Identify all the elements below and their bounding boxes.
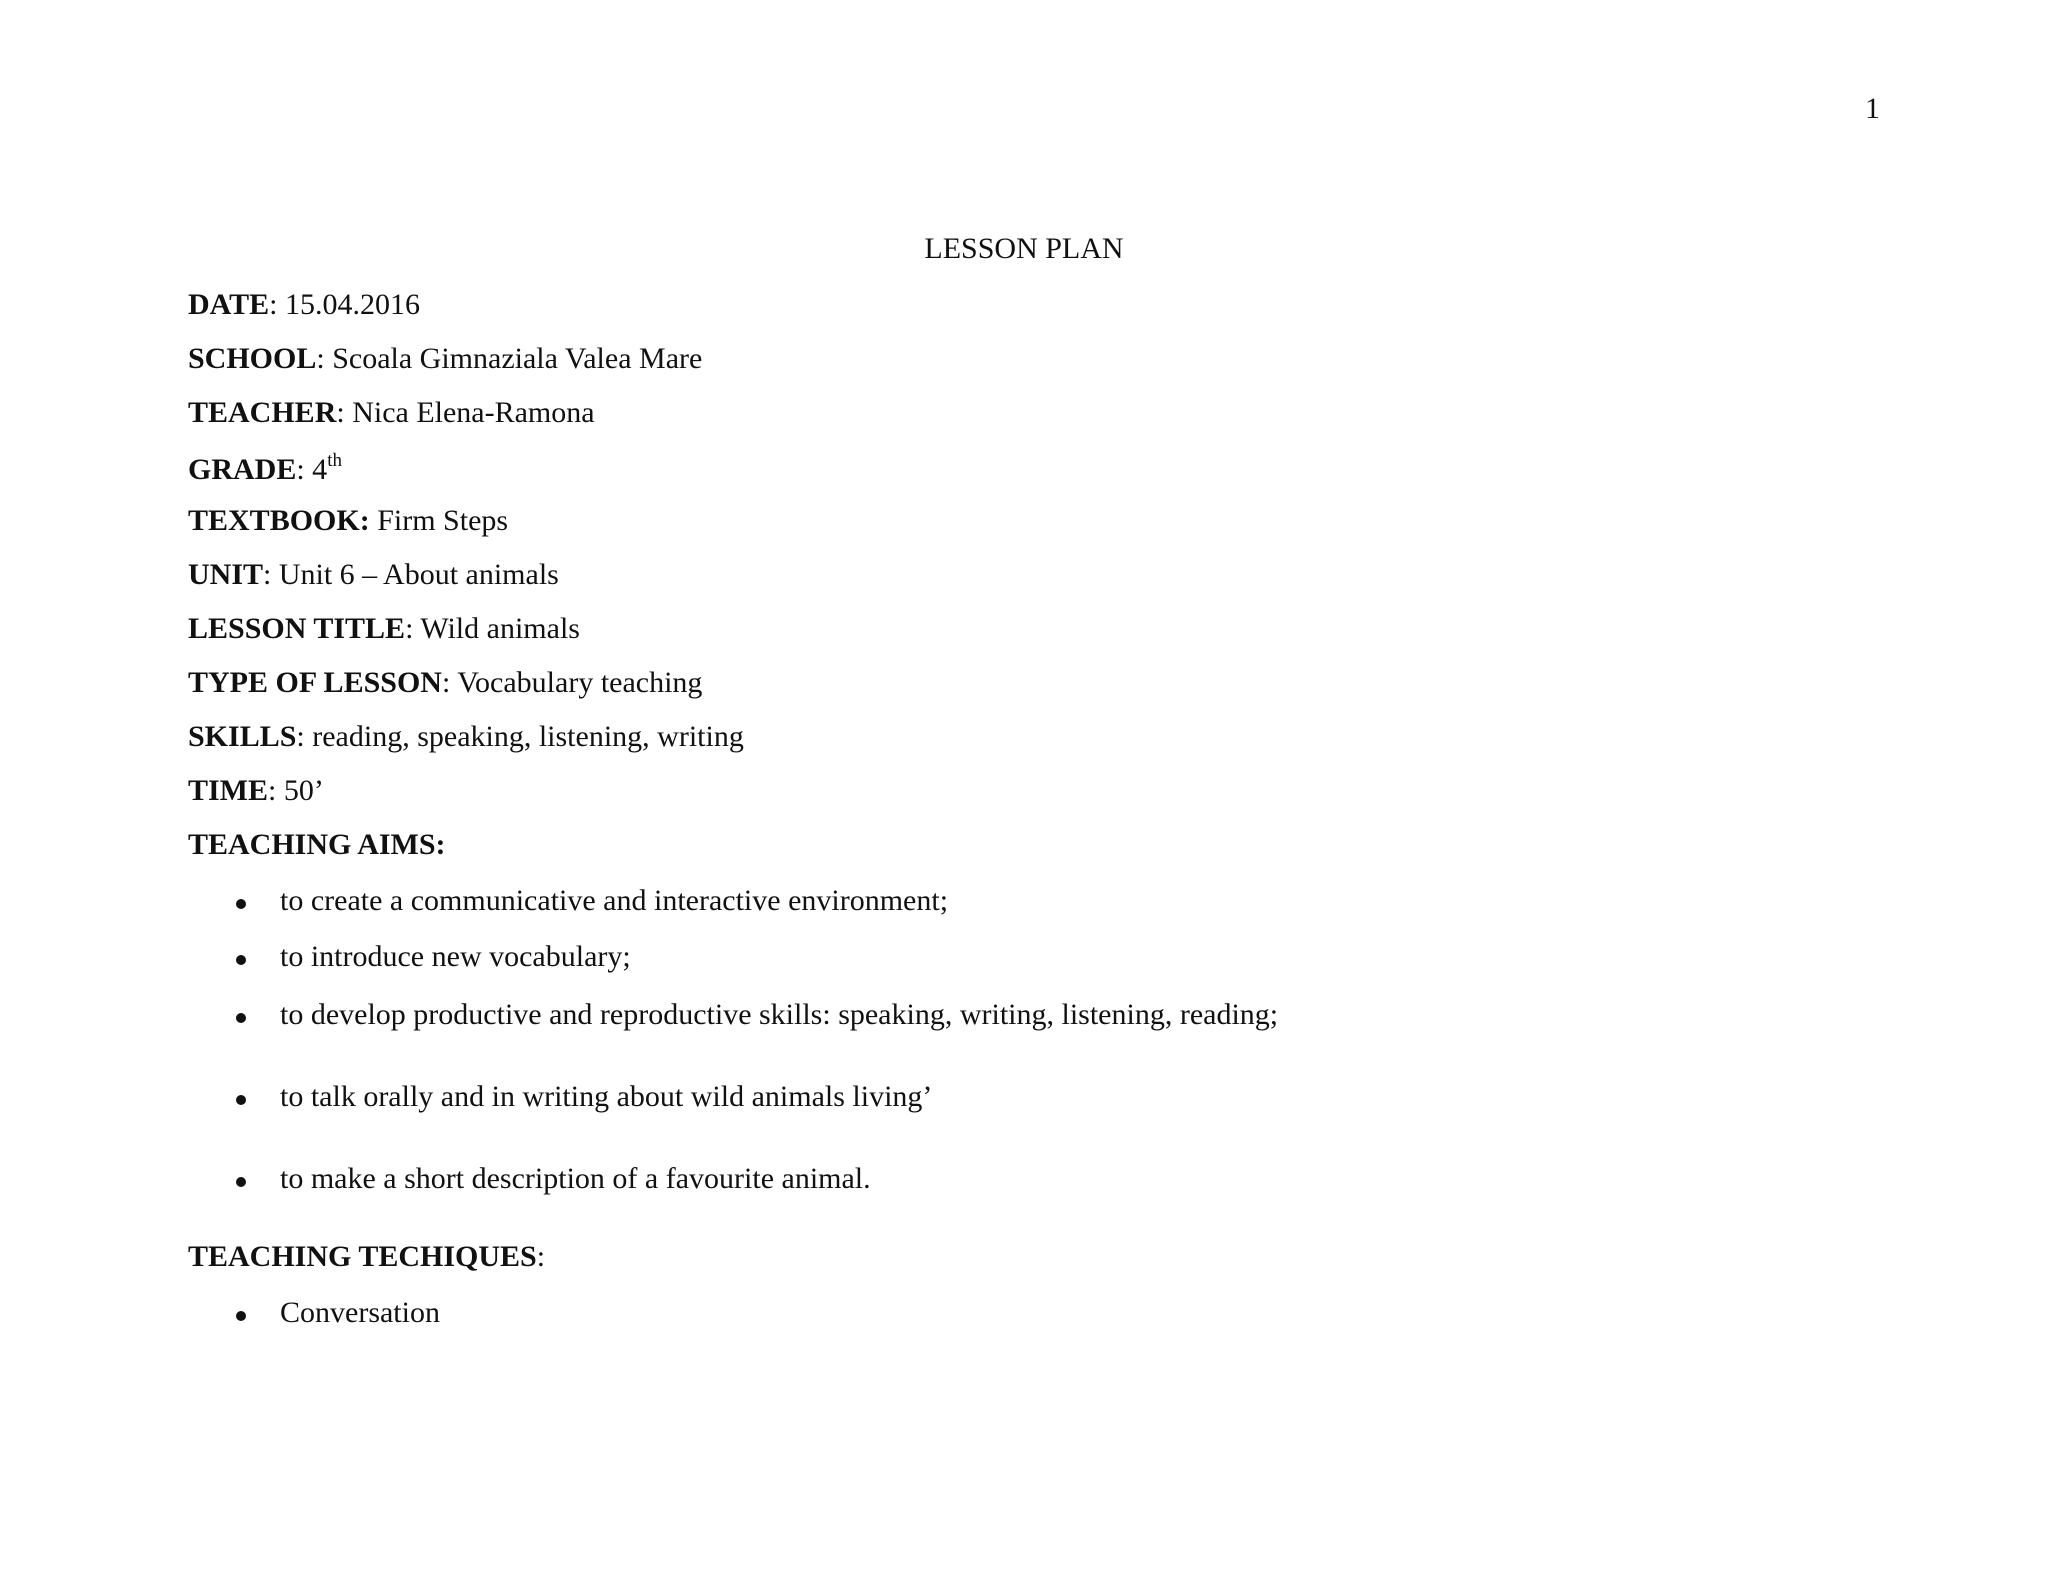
field-teacher [188,396,595,430]
page-number: 1 [1865,92,1880,125]
field-lesson-title [188,612,580,646]
field-label: SKILLS [188,720,297,753]
field-label: TIME [188,774,269,807]
field-value: : Nica Elena-Ramona [336,396,595,429]
document-title: LESSON PLAN [924,232,1124,265]
field-label: GRADE [188,453,297,486]
field-unit [188,558,559,592]
field-school [188,342,702,376]
field-value: : reading, speaking, listening, writing [296,720,744,753]
field-value: : Unit 6 – About animals [263,558,559,591]
field-value: : Scoala Gimnaziala Valea Mare [316,342,703,375]
field-grade [188,450,342,487]
grade-superscript: th [327,450,342,471]
field-value: : 15.04.2016 [269,288,420,321]
bullet-icon [236,899,246,909]
field-label: UNIT [188,558,264,591]
field-date [188,288,420,322]
field-label: SCHOOL [188,342,317,375]
field-textbook [188,504,508,538]
field-type-of-lesson [188,666,702,700]
field-value: Firm Steps [369,504,509,537]
field-value: : Vocabulary teaching [441,666,703,699]
field-time [188,774,324,808]
teaching-techniques-heading: TEACHING TECHIQUES: [188,1240,546,1273]
bullet-icon [236,1311,246,1321]
field-value: : 4 [296,453,328,486]
field-label: TEACHER [188,396,337,429]
field-label: TEXTBOOK: [188,504,370,537]
teaching-aims-heading: TEACHING AIMS: [188,828,446,861]
document-page: 1 LESSON PLAN DATE: 15.04.2016 SCHOOL: Scoala Gimnaziala Valea Mare TEACHER: Nica Elena-Ramona GRADE: 4th TEXTBOOK: Firm Steps UNIT: Unit 6 – About animals LESSON TITLE: Wild animals TYPE OF LESSON: Vocabulary teaching SKILLS: reading, speaking, listening, writing TIME: 50’ TEACHING AIMS: to create a communicative and interactive environment; to introduce new vocabulary; to develop productive and reproductive skills: speaking, writing, listening, reading; to talk orally and in writing about wild animals living’ to make a short description of a favourite animal. TEACHING TECHIQUES: Conversation [0,0,2048,1582]
field-label: LESSON TITLE [188,612,406,645]
field-skills [188,720,744,754]
bullet-icon [236,1177,246,1187]
field-label: DATE [188,288,270,321]
field-value: : Wild animals [405,612,580,645]
bullet-icon [236,1095,246,1105]
bullet-icon [236,955,246,965]
field-value: : 50’ [268,774,324,807]
bullet-icon [236,1013,246,1023]
field-label: TYPE OF LESSON [188,666,442,699]
